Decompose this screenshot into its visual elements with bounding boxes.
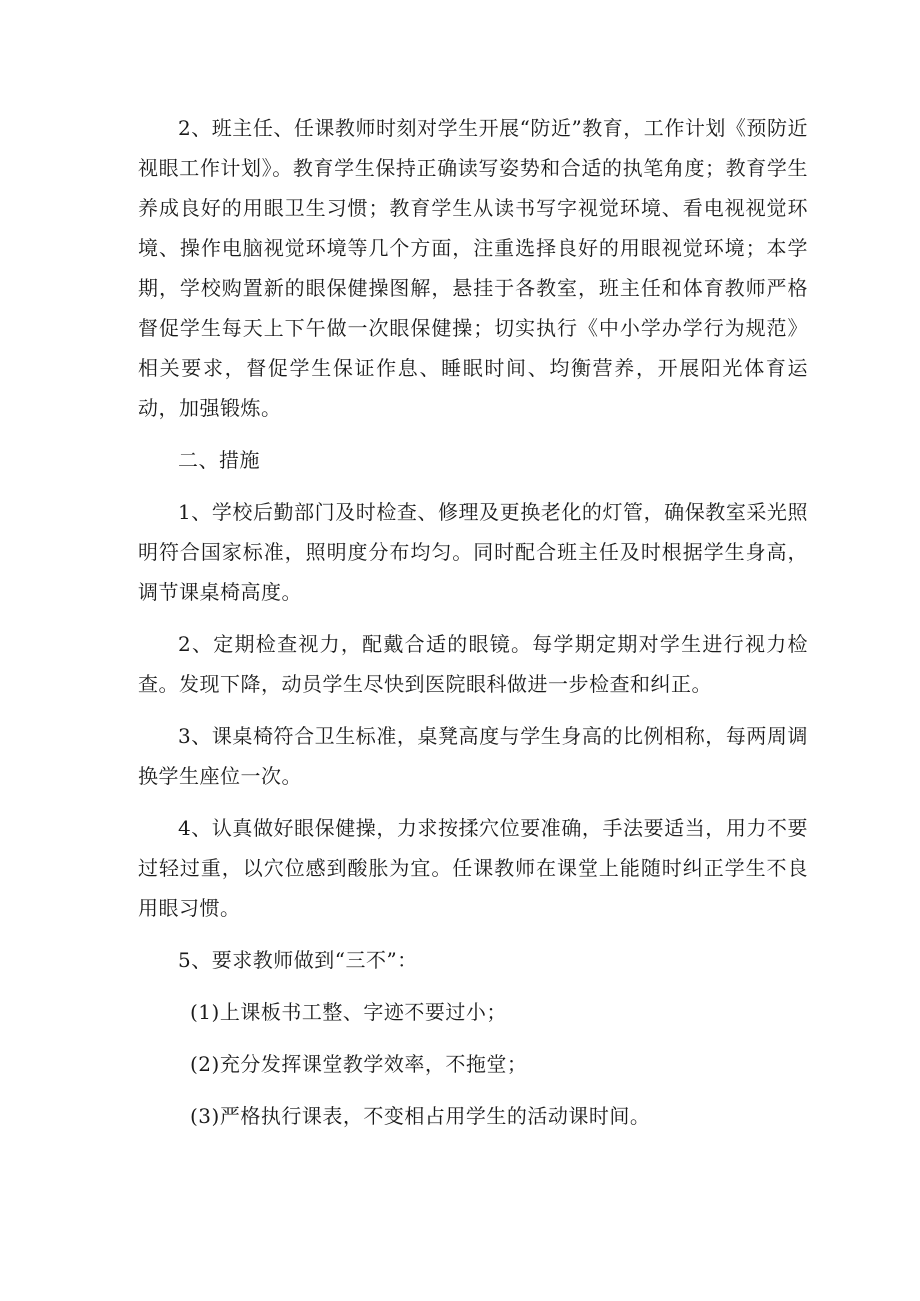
list-item-2: (2)充分发挥课堂教学效率，不拖堂； bbox=[190, 1052, 528, 1076]
paragraph-measure-3: 3、课桌椅符合卫生标准，桌凳高度与学生身高的比例相称，每两周调换学生座位一次。 bbox=[138, 724, 808, 788]
list-item-1: (1)上课板书工整、字迹不要过小； bbox=[190, 1000, 507, 1024]
paragraph-head-teacher-education: 2、班主任、任课教师时刻对学生开展“防近”教育，工作计划《预防近视眼工作计划》。教育学生保持正确读写姿势和合适的执笔角度；教育学生养成良好的用眼卫生习惯；教育学生从读书写字视觉环境、看电视视觉环境、操作电脑视觉环境等几个方面，注重选择良好的用眼视觉环境；本学期，学校购置新的眼保健操图解，悬挂于各教室，班主任和体育教师严格督促学生每天上下午做一次眼保健操；切实执行《中小学办学行为规范》相关要求，督促学生保证作息、睡眠时间、均衡营养，开展阳光体育运动，加强锻炼。 bbox=[138, 116, 808, 420]
document-body bbox=[138, 108, 808, 1148]
paragraph-measure-5: 5、要求教师做到“三不”： bbox=[178, 948, 418, 972]
paragraph-measure-4: 4、认真做好眼保健操，力求按揉穴位要准确，手法要适当，用力不要过轻过重，以穴位感到酸胀为宜。任课教师在课堂上能随时纠正学生不良用眼习惯。 bbox=[138, 816, 808, 920]
paragraph-measure-1: 1、学校后勤部门及时检查、修理及更换老化的灯管，确保教室采光照明符合国家标准，照明度分布均匀。同时配合班主任及时根据学生身高，调节课桌椅高度。 bbox=[138, 500, 808, 604]
paragraph-measure-2: 2、定期检查视力，配戴合适的眼镜。每学期定期对学生进行视力检查。发现下降，动员学生尽快到医院眼科做进一步检查和纠正。 bbox=[138, 632, 808, 696]
list-item-3: (3)严格执行课表，不变相占用学生的活动课时间。 bbox=[190, 1104, 651, 1128]
section-heading-measures: 二、措施 bbox=[178, 448, 260, 472]
